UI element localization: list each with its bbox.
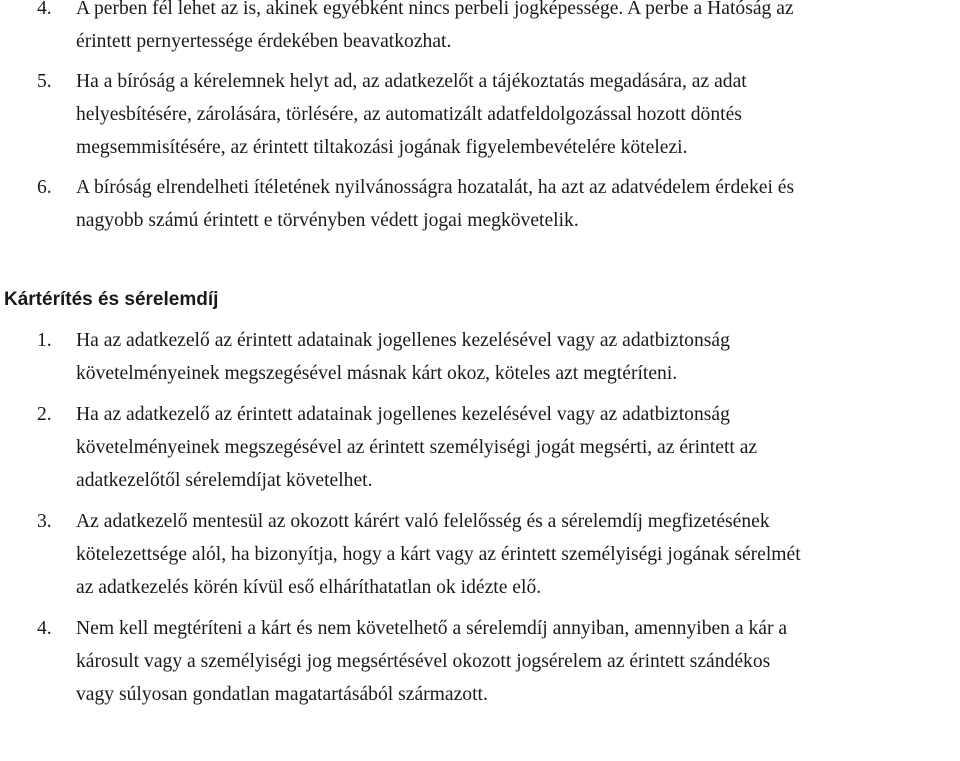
list-item	[0, 65, 960, 164]
list-item	[0, 505, 960, 604]
item-text-line: A perben fél lehet az is, akinek egyébként nincs perbeli jogképessége. A perbe a Hatóság az	[76, 0, 794, 19]
item-text-line: az adatkezelés körén kívül eső elháríthatatlan ok idézte elő.	[76, 577, 542, 598]
item-number: 6.	[37, 177, 52, 198]
item-number: 5.	[37, 71, 52, 92]
item-text-line: Ha az adatkezelő az érintett adatainak jogellenes kezelésével vagy az adatbiztonság	[76, 404, 730, 425]
item-text-line: Az adatkezelő mentesül az okozott kárért való felelősség és a sérelemdíj megfizetésének	[76, 511, 770, 532]
item-text-line: Ha a bíróság a kérelemnek helyt ad, az adatkezelőt a tájékoztatás megadására, az adat	[76, 71, 747, 92]
item-number: 2.	[37, 404, 52, 425]
list-item	[0, 612, 960, 711]
item-text-line: Ha az adatkezelő az érintett adatainak jogellenes kezelésével vagy az adatbiztonság	[76, 330, 730, 351]
item-text-line: vagy súlyosan gondatlan magatartásából származott.	[76, 684, 488, 705]
item-number: 3.	[37, 511, 52, 532]
list-item	[0, 398, 960, 497]
item-text-line: nagyobb számú érintett e törvényben védett jogai megkövetelik.	[76, 210, 579, 231]
item-text-line: Nem kell megtéríteni a kárt és nem követelhető a sérelemdíj annyiban, amennyiben a kár a	[76, 618, 788, 639]
list-item	[0, 0, 960, 58]
item-number: 1.	[37, 330, 52, 351]
item-number: 4.	[37, 0, 52, 19]
item-text-line: kötelezettsége alól, ha bizonyítja, hogy a kárt vagy az érintett személyiségi jogának sérelmét	[76, 544, 801, 565]
item-number: 4.	[37, 618, 52, 639]
item-text-line: károsult vagy a személyiségi jog megsértésével okozott jogsérelem az érintett szándékos	[76, 651, 771, 672]
list-item	[0, 171, 960, 237]
section-heading: Kártérítés és sérelemdíj	[4, 289, 219, 310]
list-item	[0, 324, 960, 390]
item-text-line: helyesbítésére, zárolására, törlésére, az automatizált adatfeldolgozással hozott döntés	[76, 104, 742, 125]
item-text-line: adatkezelőtől sérelemdíjat követelhet.	[76, 470, 373, 491]
item-text-line: A bíróság elrendelheti ítéletének nyilvánosságra hozatalát, ha azt az adatvédelem érdekei és	[76, 177, 795, 198]
item-text-line: megsemmisítésére, az érintett tiltakozási jogának figyelembevételére kötelezi.	[76, 137, 688, 158]
item-text-line: követelményeinek megszegésével az érintett személyiségi jogát megsérti, az érintett az	[76, 437, 758, 458]
item-text-line: követelményeinek megszegésével másnak kárt okoz, köteles azt megtéríteni.	[76, 363, 678, 384]
item-text-line: érintett pernyertessége érdekében beavatkozhat.	[76, 31, 452, 52]
